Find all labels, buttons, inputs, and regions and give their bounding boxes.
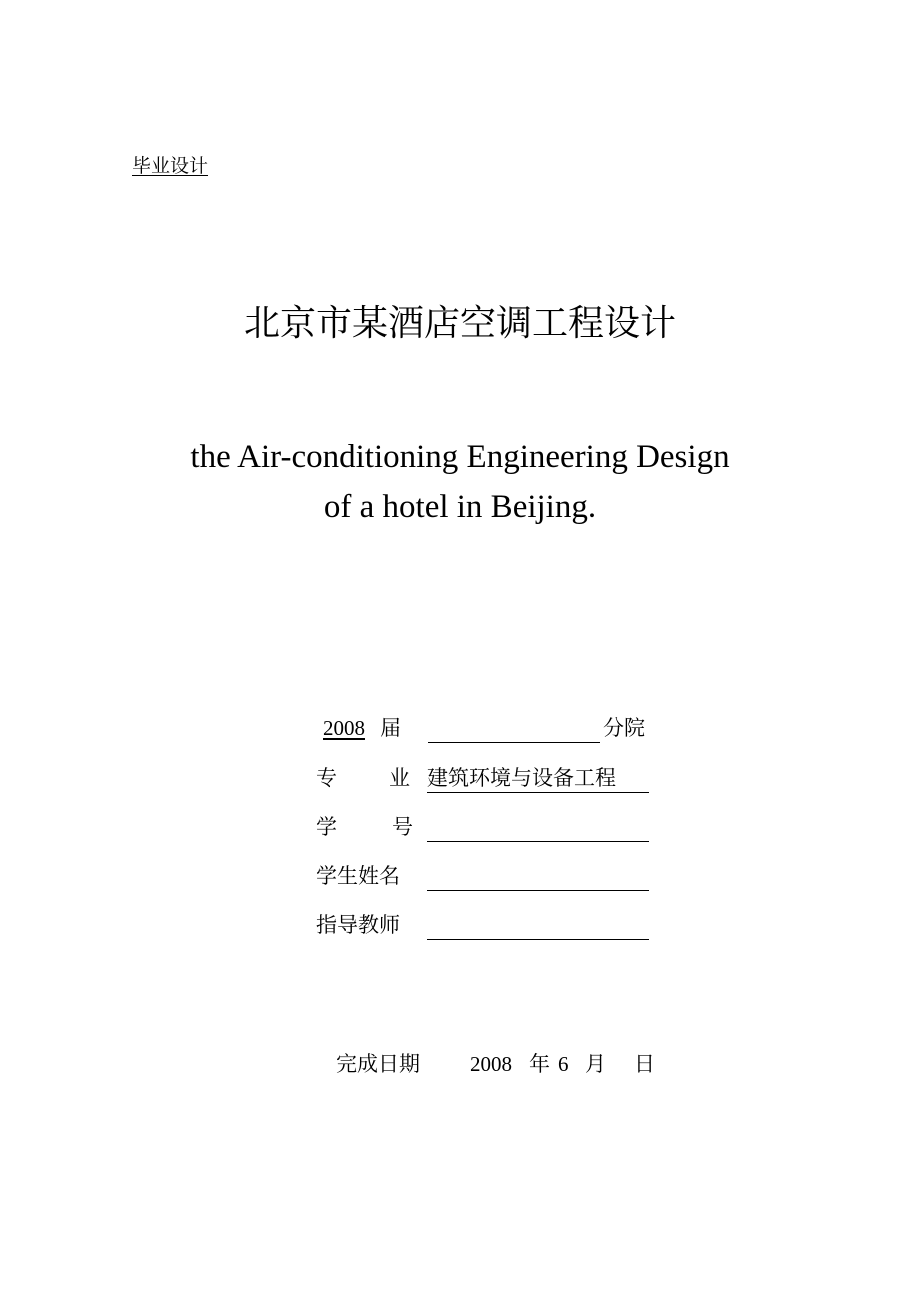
major-row [316,760,656,796]
chinese-title: 北京市某酒店空调工程设计 [243,303,676,344]
division-suffix: 分院 [603,716,645,740]
advisor-value [427,911,649,940]
student-id-label-char-1: 学 [316,815,337,839]
major-label-char-2: 业 [389,766,410,790]
completion-month-unit: 月 [585,1052,606,1076]
major-value: 建筑环境与设备工程 [427,764,649,793]
advisor-row [316,907,656,943]
completion-date-label: 完成日期 [336,1052,420,1076]
english-title-line-2: of a hotel in Beijing. [323,489,597,525]
english-title [0,432,920,532]
session-year-suffix: 届 [380,716,401,740]
english-title-line-1: the Air-conditioning Engineering Design [190,439,730,475]
completion-day-unit: 日 [634,1052,655,1076]
division-blank [428,714,600,743]
advisor-label: 指导教师 [316,913,400,937]
completion-year-unit: 年 [529,1052,550,1076]
student-name-value [427,862,649,891]
student-id-label-char-2: 号 [392,815,413,839]
session-year: 2008 [323,716,365,740]
completion-year: 2008 [470,1052,512,1076]
student-name-row [316,858,656,894]
student-id-value [427,813,649,842]
completion-month: 6 [558,1052,569,1076]
completion-date-row [336,1046,696,1082]
student-id-row [316,809,656,845]
session-row [323,710,663,746]
major-label-char-1: 专 [316,766,337,790]
student-name-label: 学生姓名 [316,864,400,888]
document-type-label: 毕业设计 [132,155,209,177]
